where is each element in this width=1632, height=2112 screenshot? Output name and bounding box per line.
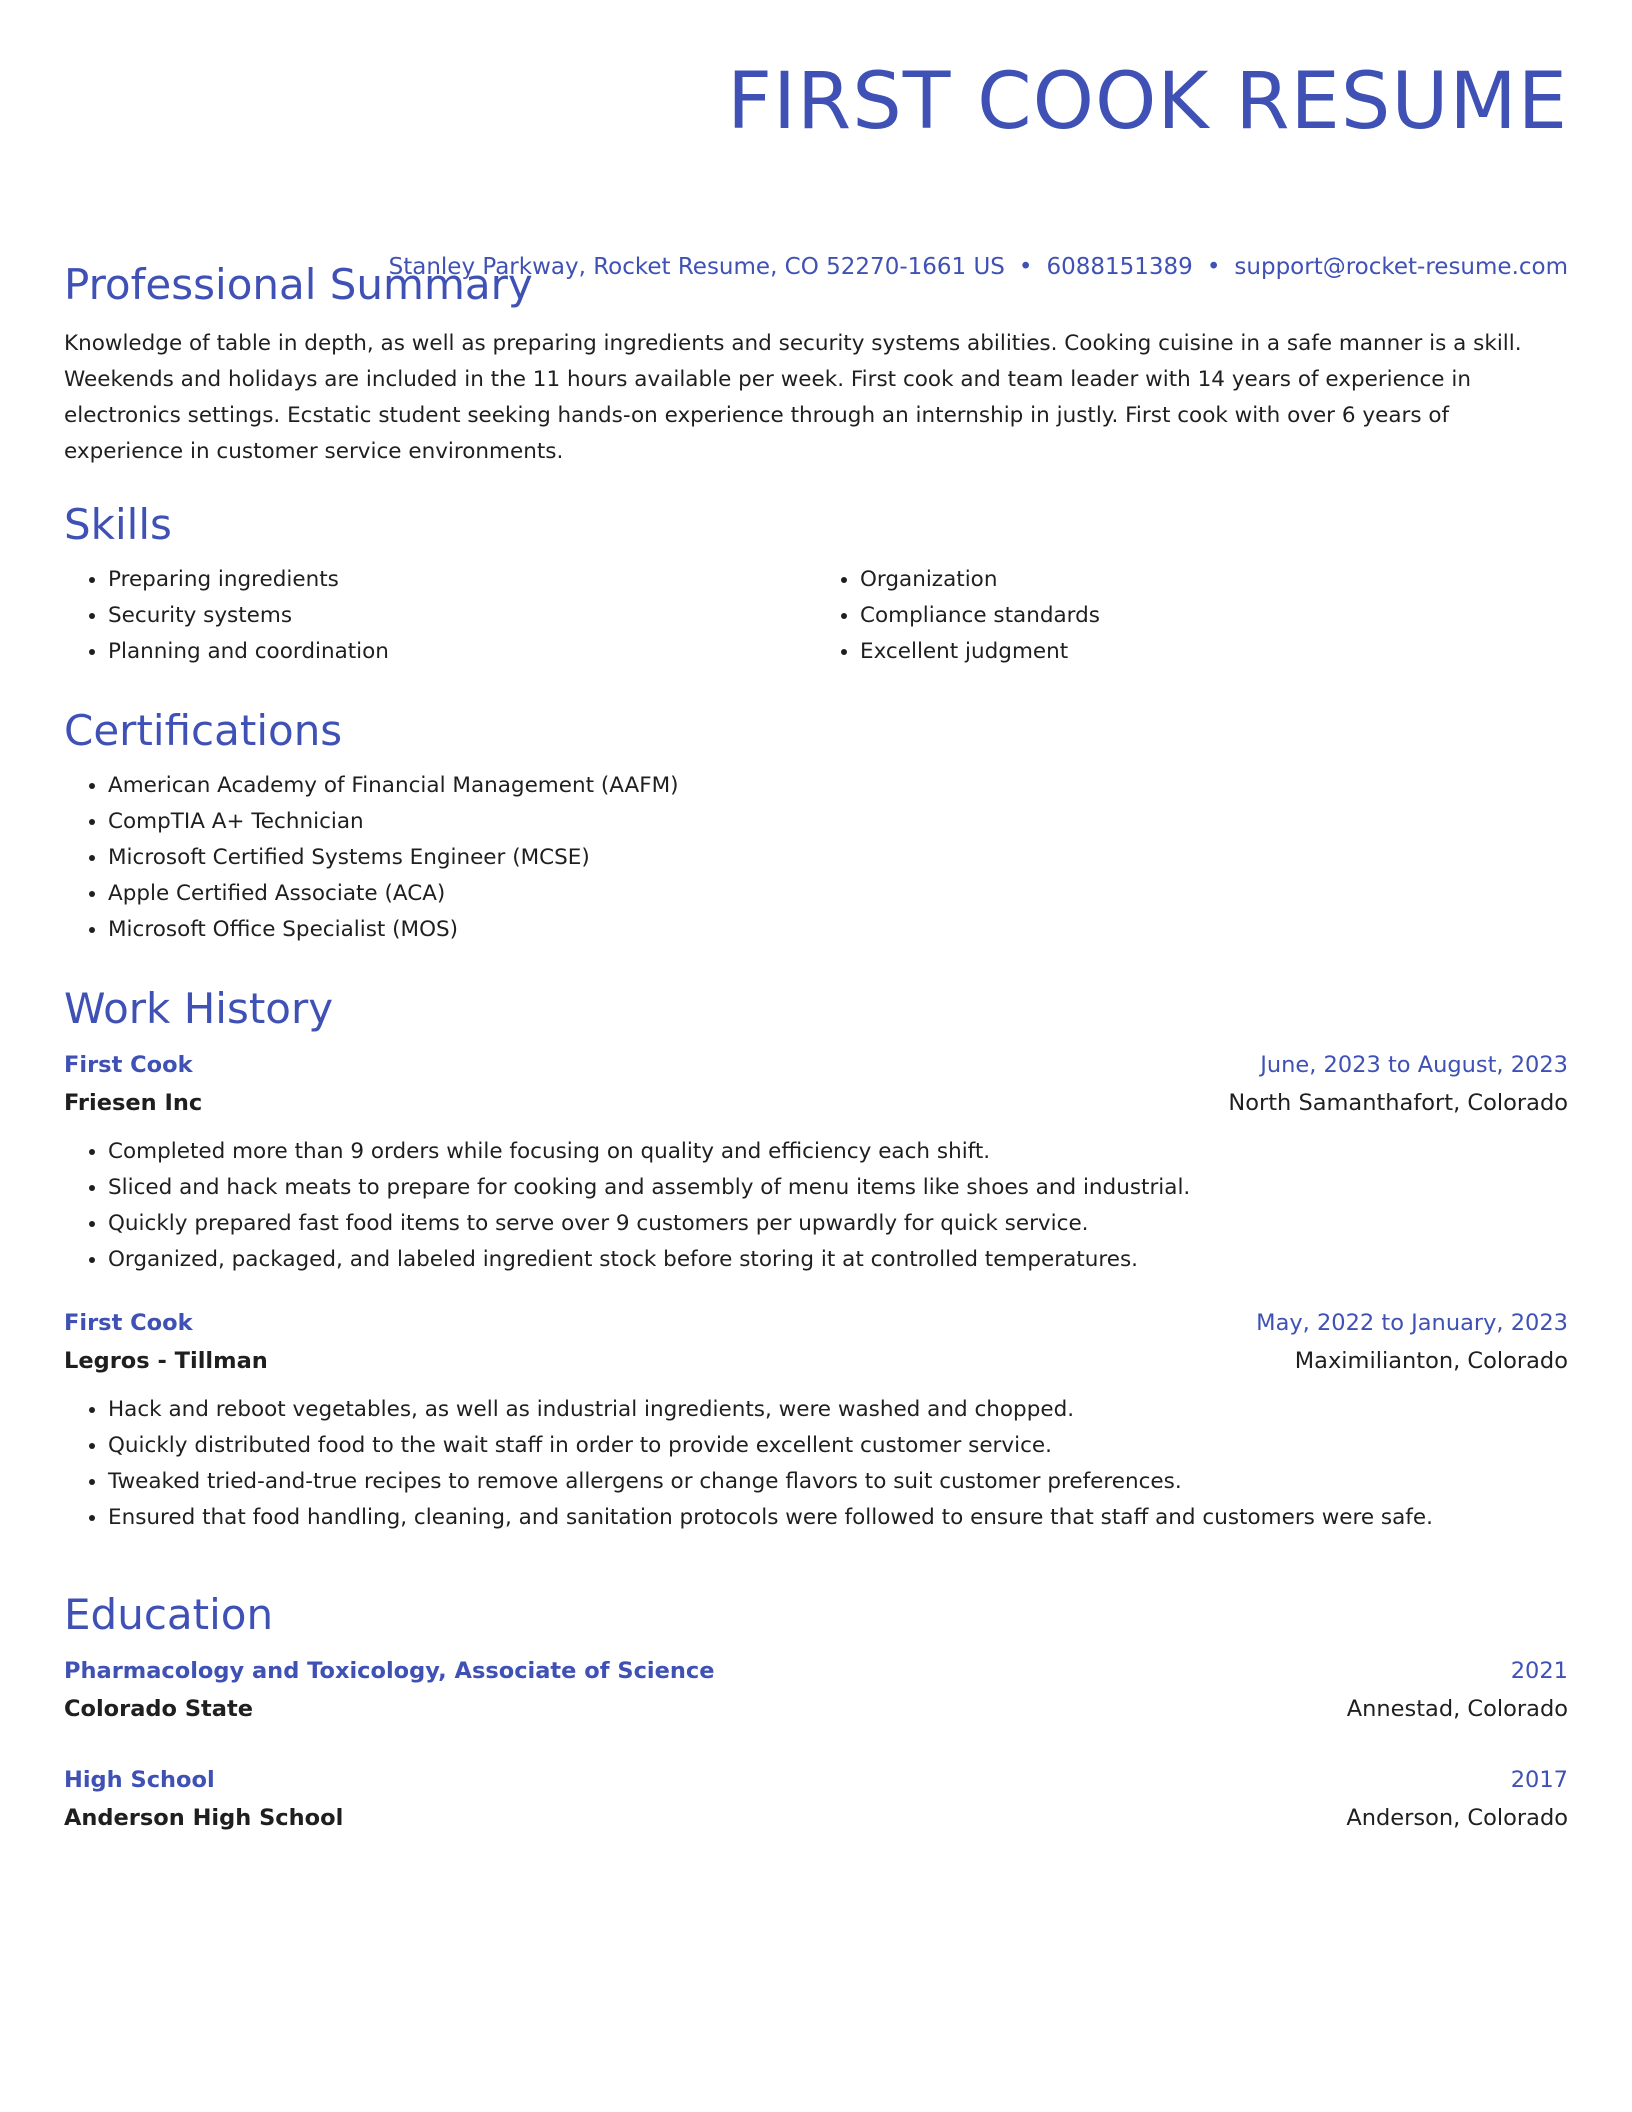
education-degree: Pharmacology and Toxicology, Associate of Science: [64, 1658, 715, 1684]
resume-header: [64, 52, 1568, 152]
certification-item: • Microsoft Certified Systems Engineer (MCSE): [108, 840, 1568, 876]
work-history-section: [64, 982, 1568, 1536]
summary-text: Knowledge of table in depth, as well as preparing ingredients and security systems abilities. Cooking cuisine in a safe manner is a skill. Weekends and holidays are included in the 11 hours available per week. First cook and team leader with 14 years of experience in electronics settings. Ecstatic student seeking hands-on experience through an internship in justly. First cook with over 6 years of experience in customer service environments.: [64, 331, 1522, 464]
skills-list-right: [816, 562, 1568, 670]
job-bullet: • Hack and reboot vegetables, as well as industrial ingredients, were washed and chopped.: [108, 1392, 1568, 1428]
skill-item: • Organization: [860, 562, 1568, 598]
job-bullet: • Quickly distributed food to the wait staff in order to provide excellent customer service.: [108, 1428, 1568, 1464]
education-heading: Education: [64, 1590, 274, 1639]
job-title: First Cook: [64, 1052, 193, 1078]
skill-item: • Security systems: [108, 598, 816, 634]
certifications-heading: Certifications: [64, 706, 343, 755]
contact-email: support@rocket-resume.com: [1234, 254, 1568, 280]
resume-title: FIRST COOK RESUME: [727, 57, 1568, 147]
skills-section: [64, 498, 1568, 670]
certifications-section: [64, 704, 1568, 948]
education-degree-row: [64, 1761, 1568, 1799]
job-bullet: • Completed more than 9 orders while focusing on quality and efficiency each shift.: [108, 1134, 1568, 1170]
education-degree-row: [64, 1652, 1568, 1690]
education-school: Colorado State: [64, 1696, 253, 1722]
job-location: Maximilianton, Colorado: [1294, 1348, 1568, 1374]
job-entry: [64, 1046, 1568, 1278]
education-year: 2021: [1510, 1658, 1568, 1684]
skills-grid: [64, 552, 1568, 670]
job-location: North Samanthafort, Colorado: [1228, 1090, 1568, 1116]
contact-phone: 6088151389: [1046, 254, 1193, 280]
job-bullet: • Ensured that food handling, cleaning, and sanitation protocols were followed to ensure that staff and customers were safe.: [108, 1500, 1568, 1536]
certifications-list: [64, 768, 1568, 948]
skill-item: • Planning and coordination: [108, 634, 816, 670]
contact-separator: •: [1206, 254, 1221, 280]
skills-heading: Skills: [64, 500, 172, 549]
education-location: Anderson, Colorado: [1346, 1805, 1568, 1831]
job-company: Legros - Tillman: [64, 1348, 268, 1374]
work-history-heading: Work History: [64, 984, 334, 1033]
education-entry: [64, 1652, 1568, 1728]
contact-address: Stanley Parkway, Rocket Resume, CO 52270-1661 US: [388, 254, 1005, 280]
contact-separator: •: [1018, 254, 1033, 280]
education-location: Annestad, Colorado: [1346, 1696, 1568, 1722]
certification-item: • Microsoft Office Specialist (MOS): [108, 912, 1568, 948]
education-degree: High School: [64, 1767, 215, 1793]
education-school: Anderson High School: [64, 1805, 344, 1831]
job-entry: [64, 1304, 1568, 1536]
job-company-row: [64, 1084, 1568, 1122]
job-dates: June, 2023 to August, 2023: [1260, 1052, 1568, 1078]
job-company: Friesen Inc: [64, 1090, 203, 1116]
skill-item: • Preparing ingredients: [108, 562, 816, 598]
skill-item: • Excellent judgment: [860, 634, 1568, 670]
education-entry: [64, 1761, 1568, 1837]
job-bullets: [64, 1392, 1568, 1536]
job-bullets: [64, 1134, 1568, 1278]
job-bullet: • Sliced and hack meats to prepare for cooking and assembly of menu items like shoes and industrial.: [108, 1170, 1568, 1206]
education-year: 2017: [1510, 1767, 1568, 1793]
summary-heading: Professional Summary: [64, 260, 533, 309]
job-bullet: • Tweaked tried-and-true recipes to remove allergens or change flavors to suit customer preferences.: [108, 1464, 1568, 1500]
job-title: First Cook: [64, 1310, 193, 1336]
skill-item: • Compliance standards: [860, 598, 1568, 634]
job-bullet: • Quickly prepared fast food items to serve over 9 customers per upwardly for quick service.: [108, 1206, 1568, 1242]
job-title-row: [64, 1046, 1568, 1084]
job-title-row: [64, 1304, 1568, 1342]
education-section: [64, 1588, 1568, 1837]
job-dates: May, 2022 to January, 2023: [1256, 1310, 1568, 1336]
certification-item: • American Academy of Financial Management (AAFM): [108, 768, 1568, 804]
education-school-row: [64, 1690, 1568, 1728]
skills-list-left: [64, 562, 816, 670]
certification-item: • CompTIA A+ Technician: [108, 804, 1568, 840]
job-company-row: [64, 1342, 1568, 1380]
education-school-row: [64, 1799, 1568, 1837]
certification-item: • Apple Certified Associate (ACA): [108, 876, 1568, 912]
summary-section: [64, 258, 1568, 470]
job-bullet: • Organized, packaged, and labeled ingredient stock before storing it at controlled temperatures.: [108, 1242, 1568, 1278]
